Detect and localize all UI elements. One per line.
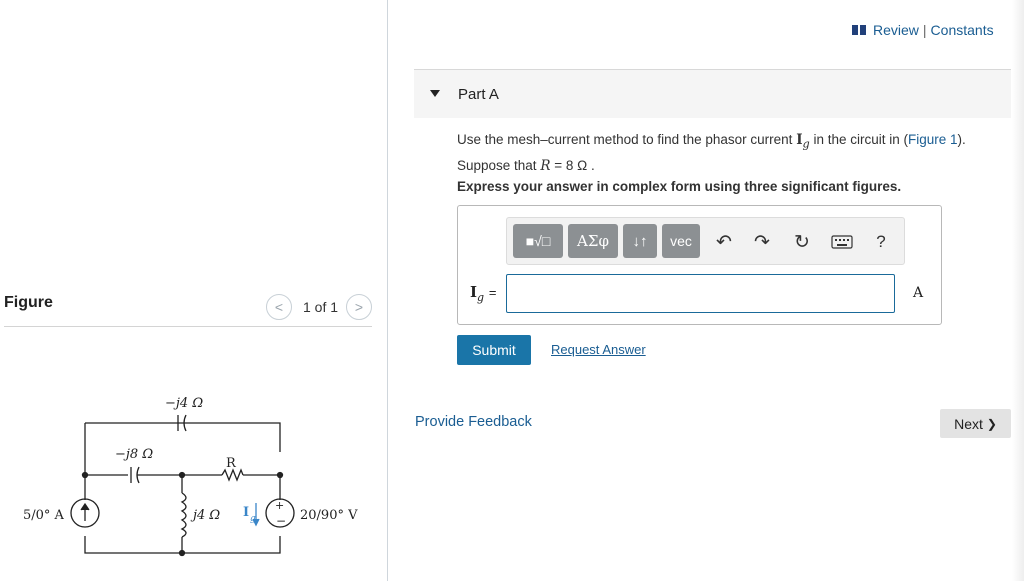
review-constants-links [852,22,994,38]
cap-top-label: −j4 Ω [165,396,204,411]
constants-link[interactable]: Constants [930,22,994,38]
keyboard-icon[interactable] [829,230,855,254]
math-toolbar [506,217,905,265]
greek-button[interactable]: ΑΣφ [568,224,618,258]
redo-icon[interactable]: ↷ [754,231,770,253]
question-text: Use the mesh–current method to find the phasor current $I_g$ in the circuit in (Figure 1). Suppose that R = 8 Ω . [457,132,966,174]
help-icon: ? [876,232,886,251]
chevron-right-icon: > [354,299,364,315]
figure-panel [0,0,388,581]
collapse-triangle-icon [430,90,440,97]
circuit-diagram [10,385,360,565]
cap-left-label: −j8 Ω [115,447,154,462]
help-button[interactable] [871,230,891,254]
review-link[interactable]: Review [873,22,919,38]
vec-button[interactable]: vec [662,224,700,258]
plus-sign: + [275,499,285,512]
var-i-sub: g [802,137,810,151]
chevron-left-icon: < [274,299,284,315]
voltage-source-label: 20/90° V [300,508,358,523]
templates-icon: ■√□ [525,233,551,249]
templates-button[interactable] [513,224,563,258]
current-source-label: 5/0° A [23,508,64,523]
figure-count: 1 of 1 [303,299,339,315]
var-r: R [540,157,551,174]
answer-box [457,205,942,325]
figure-next-button[interactable] [346,294,372,320]
provide-feedback-link[interactable]: Provide Feedback [415,414,532,430]
figure-label: Figure [4,294,53,311]
book-icon [852,25,866,35]
answer-input[interactable] [506,274,895,313]
inductor-label: j4 Ω [193,508,221,523]
answer-lhs: $I_g$ = [470,283,497,304]
submit-button[interactable]: Submit [457,335,531,365]
link-separator: | [922,22,927,38]
ig-subscript: g [250,514,256,524]
arrows-button[interactable] [623,224,657,258]
minus-sign: − [276,514,287,528]
var-i: I [796,132,803,148]
scroll-edge-shade [1012,0,1024,581]
part-title: Part A [458,86,499,103]
figure-link[interactable]: Figure 1 [908,132,958,147]
figure-divider [4,326,372,327]
resistor-label: R [226,456,236,471]
ig-label: I [243,505,250,520]
chevron-right-icon: ❯ [986,416,997,431]
part-a-header[interactable] [414,70,1011,118]
reset-icon[interactable]: ↻ [794,231,810,253]
panel-divider [387,0,388,581]
swap-arrows-icon: ↓↑ [632,232,648,250]
answer-unit: A [913,285,924,301]
instruction-text: Express your answer in complex form using three significant figures. [457,179,902,194]
undo-icon[interactable]: ↶ [716,231,732,253]
figure-prev-button[interactable] [266,294,292,320]
request-answer-link[interactable]: Request Answer [551,342,646,357]
next-button[interactable]: Next ❯ [940,409,1011,438]
